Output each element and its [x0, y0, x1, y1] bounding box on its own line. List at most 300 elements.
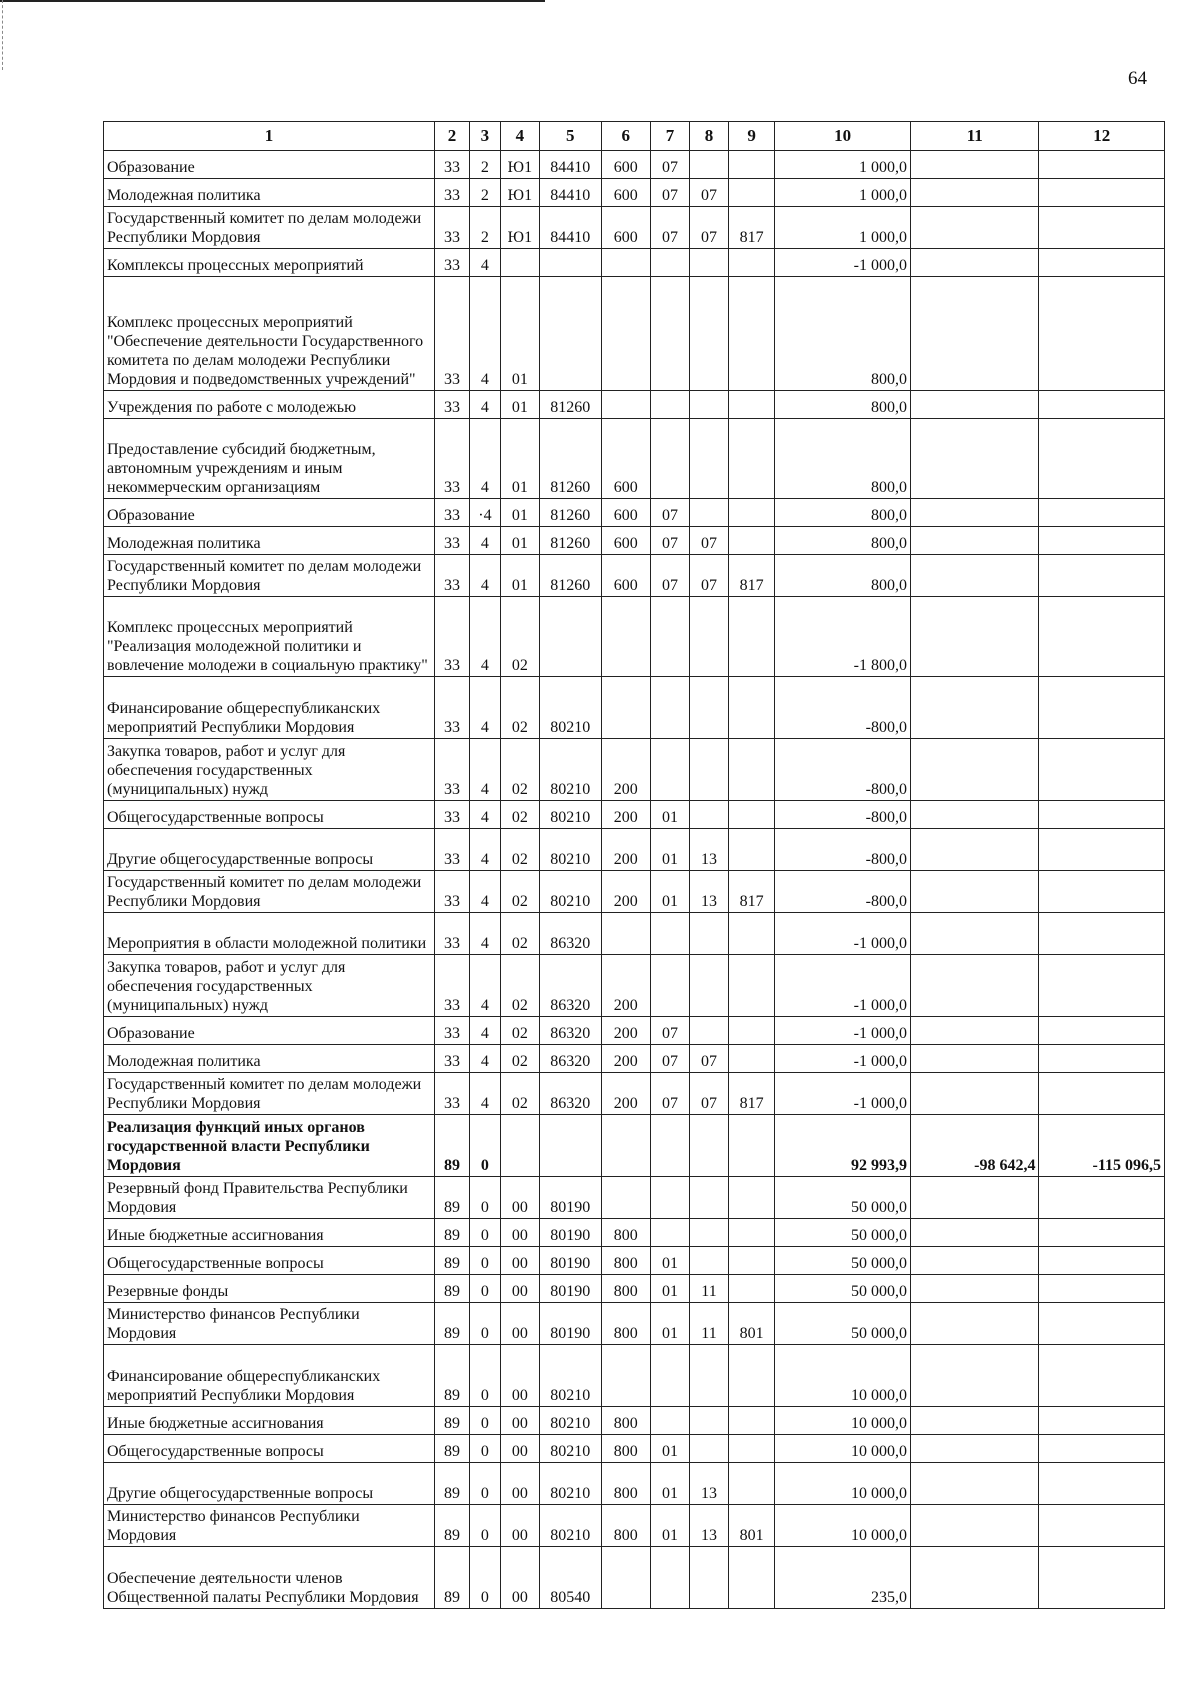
cell-col-2: 89 [435, 1275, 470, 1303]
cell-col-10: 800,0 [775, 277, 911, 391]
cell-col-9 [729, 1435, 775, 1463]
cell-col-12 [1039, 1303, 1165, 1345]
cell-col-10: 10 000,0 [775, 1505, 911, 1547]
row-name-cell: Финансирование общереспубликанских мероприятий Республики Мордовия [104, 677, 435, 739]
cell-col-4: 00 [500, 1505, 539, 1547]
cell-col-6 [601, 391, 650, 419]
cell-col-8 [689, 955, 728, 1017]
cell-col-2: 89 [435, 1177, 470, 1219]
column-header-2: 2 [435, 122, 470, 151]
cell-col-3: 0 [470, 1303, 501, 1345]
cell-col-4: 00 [500, 1247, 539, 1275]
cell-col-9 [729, 1115, 775, 1177]
row-name-cell: Финансирование общереспубликанских мероприятий Республики Мордовия [104, 1345, 435, 1407]
cell-col-10: -1 000,0 [775, 913, 911, 955]
row-name-cell: Образование [104, 499, 435, 527]
table-row [104, 677, 1165, 739]
cell-col-11 [910, 249, 1039, 277]
cell-col-10: -1 000,0 [775, 1017, 911, 1045]
cell-col-5: 81260 [539, 527, 601, 555]
cell-col-2: 33 [435, 1017, 470, 1045]
cell-col-9 [729, 527, 775, 555]
row-name-cell: Предоставление субсидий бюджетным, автономным учреждениям и иным некоммерческим организациям [104, 419, 435, 499]
cell-col-9 [729, 829, 775, 871]
cell-col-9 [729, 1275, 775, 1303]
cell-col-2: 33 [435, 739, 470, 801]
cell-col-9 [729, 249, 775, 277]
cell-col-7: 07 [650, 179, 689, 207]
cell-col-10: 10 000,0 [775, 1345, 911, 1407]
cell-col-11 [910, 1045, 1039, 1073]
cell-col-10: -800,0 [775, 801, 911, 829]
cell-col-10: -1 000,0 [775, 1073, 911, 1115]
table-row [104, 527, 1165, 555]
row-name-cell: Учреждения по работе с молодежью [104, 391, 435, 419]
cell-col-2: 33 [435, 249, 470, 277]
cell-col-4: 00 [500, 1435, 539, 1463]
cell-col-9 [729, 1247, 775, 1275]
cell-col-3: 0 [470, 1463, 501, 1505]
cell-col-3: 2 [470, 207, 501, 249]
cell-col-3: 0 [470, 1435, 501, 1463]
cell-col-7 [650, 1219, 689, 1247]
cell-col-6: 800 [601, 1463, 650, 1505]
row-name-cell: Государственный комитет по делам молодежи Республики Мордовия [104, 871, 435, 913]
cell-col-10: -1 800,0 [775, 597, 911, 677]
cell-col-8 [689, 499, 728, 527]
cell-col-4: 00 [500, 1547, 539, 1609]
cell-col-12 [1039, 179, 1165, 207]
cell-col-10: 10 000,0 [775, 1435, 911, 1463]
row-name-cell: Министерство финансов Республики Мордовия [104, 1505, 435, 1547]
cell-col-2: 33 [435, 179, 470, 207]
cell-col-5: 84410 [539, 151, 601, 179]
budget-table [103, 121, 1165, 1609]
cell-col-2: 33 [435, 207, 470, 249]
cell-col-8 [689, 1177, 728, 1219]
cell-col-7 [650, 677, 689, 739]
cell-col-3: 0 [470, 1177, 501, 1219]
table-row [104, 1017, 1165, 1045]
cell-col-11 [910, 179, 1039, 207]
cell-col-6 [601, 1177, 650, 1219]
table-body [104, 151, 1165, 1609]
cell-col-2: 33 [435, 499, 470, 527]
cell-col-12 [1039, 1177, 1165, 1219]
cell-col-10: 1 000,0 [775, 207, 911, 249]
cell-col-8: 13 [689, 1463, 728, 1505]
cell-col-5: 84410 [539, 207, 601, 249]
table-row [104, 1115, 1165, 1177]
cell-col-7 [650, 1345, 689, 1407]
table-row [104, 913, 1165, 955]
cell-col-6 [601, 1115, 650, 1177]
table-row [104, 1177, 1165, 1219]
cell-col-8 [689, 801, 728, 829]
cell-col-9: 817 [729, 1073, 775, 1115]
cell-col-4: 00 [500, 1407, 539, 1435]
cell-col-8: 07 [689, 527, 728, 555]
cell-col-6: 200 [601, 871, 650, 913]
table-row [104, 1247, 1165, 1275]
cell-col-2: 33 [435, 913, 470, 955]
cell-col-4: 02 [500, 677, 539, 739]
row-name-cell: Комплексы процессных мероприятий [104, 249, 435, 277]
cell-col-8 [689, 913, 728, 955]
row-name-cell: Иные бюджетные ассигнования [104, 1407, 435, 1435]
cell-col-11 [910, 1219, 1039, 1247]
cell-col-12 [1039, 277, 1165, 391]
cell-col-12 [1039, 677, 1165, 739]
cell-col-11 [910, 871, 1039, 913]
cell-col-11 [910, 955, 1039, 1017]
cell-col-11: -98 642,4 [910, 1115, 1039, 1177]
cell-col-10: -1 000,0 [775, 249, 911, 277]
cell-col-7 [650, 1547, 689, 1609]
cell-col-11 [910, 913, 1039, 955]
table-row [104, 1345, 1165, 1407]
cell-col-9: 817 [729, 207, 775, 249]
cell-col-4: 01 [500, 419, 539, 499]
cell-col-2: 33 [435, 801, 470, 829]
cell-col-3: 0 [470, 1247, 501, 1275]
table-row [104, 1463, 1165, 1505]
cell-col-6: 200 [601, 1073, 650, 1115]
cell-col-11 [910, 1247, 1039, 1275]
cell-col-6: 200 [601, 739, 650, 801]
cell-col-11 [910, 1345, 1039, 1407]
row-name-cell: Молодежная политика [104, 1045, 435, 1073]
cell-col-6: 600 [601, 555, 650, 597]
table-row [104, 801, 1165, 829]
page-number: 64 [1128, 68, 1147, 89]
cell-col-12 [1039, 1045, 1165, 1073]
cell-col-12 [1039, 527, 1165, 555]
top-rule [0, 0, 545, 2]
cell-col-12 [1039, 913, 1165, 955]
cell-col-8 [689, 597, 728, 677]
cell-col-9 [729, 739, 775, 801]
cell-col-10: 800,0 [775, 499, 911, 527]
cell-col-8: 07 [689, 555, 728, 597]
cell-col-9 [729, 597, 775, 677]
table-row [104, 179, 1165, 207]
cell-col-3: 2 [470, 179, 501, 207]
cell-col-3: 0 [470, 1115, 501, 1177]
cell-col-4: 00 [500, 1303, 539, 1345]
cell-col-4: 00 [500, 1275, 539, 1303]
cell-col-7: 01 [650, 1505, 689, 1547]
cell-col-8 [689, 1407, 728, 1435]
column-header-4: 4 [500, 122, 539, 151]
cell-col-3: 0 [470, 1505, 501, 1547]
cell-col-8 [689, 1247, 728, 1275]
cell-col-11 [910, 1017, 1039, 1045]
cell-col-8: 11 [689, 1275, 728, 1303]
cell-col-12 [1039, 955, 1165, 1017]
cell-col-12 [1039, 801, 1165, 829]
cell-col-11 [910, 829, 1039, 871]
cell-col-7: 07 [650, 527, 689, 555]
cell-col-5: 80210 [539, 677, 601, 739]
cell-col-9 [729, 499, 775, 527]
cell-col-8: 07 [689, 179, 728, 207]
cell-col-3: 4 [470, 871, 501, 913]
cell-col-12 [1039, 419, 1165, 499]
cell-col-7 [650, 277, 689, 391]
cell-col-5: 86320 [539, 955, 601, 1017]
cell-col-2: 33 [435, 391, 470, 419]
row-name-cell: Государственный комитет по делам молодежи Республики Мордовия [104, 207, 435, 249]
cell-col-12 [1039, 1435, 1165, 1463]
cell-col-5: 80190 [539, 1177, 601, 1219]
cell-col-5: 80210 [539, 829, 601, 871]
cell-col-2: 89 [435, 1247, 470, 1275]
cell-col-10: 50 000,0 [775, 1275, 911, 1303]
cell-col-11 [910, 739, 1039, 801]
column-header-6: 6 [601, 122, 650, 151]
column-header-7: 7 [650, 122, 689, 151]
cell-col-12 [1039, 1073, 1165, 1115]
cell-col-5: 81260 [539, 419, 601, 499]
table-row [104, 871, 1165, 913]
cell-col-6: 600 [601, 151, 650, 179]
table-row [104, 1073, 1165, 1115]
table-row [104, 391, 1165, 419]
cell-col-9 [729, 1463, 775, 1505]
cell-col-10: 235,0 [775, 1547, 911, 1609]
cell-col-12 [1039, 739, 1165, 801]
cell-col-8 [689, 1345, 728, 1407]
row-name-cell: Общегосударственные вопросы [104, 1435, 435, 1463]
cell-col-2: 33 [435, 829, 470, 871]
cell-col-3: 4 [470, 419, 501, 499]
cell-col-3: 2 [470, 151, 501, 179]
cell-col-2: 89 [435, 1463, 470, 1505]
cell-col-10: 800,0 [775, 527, 911, 555]
cell-col-4: 00 [500, 1345, 539, 1407]
row-name-cell: Образование [104, 151, 435, 179]
cell-col-8 [689, 277, 728, 391]
cell-col-3: 4 [470, 913, 501, 955]
cell-col-10: -1 000,0 [775, 955, 911, 1017]
cell-col-8 [689, 1017, 728, 1045]
table-row [104, 1547, 1165, 1609]
cell-col-4: 02 [500, 1017, 539, 1045]
cell-col-6: 200 [601, 1017, 650, 1045]
row-name-cell: Министерство финансов Республики Мордовия [104, 1303, 435, 1345]
cell-col-8 [689, 391, 728, 419]
row-name-cell: Общегосударственные вопросы [104, 1247, 435, 1275]
cell-col-6: 800 [601, 1303, 650, 1345]
cell-col-9 [729, 955, 775, 1017]
cell-col-4: 02 [500, 871, 539, 913]
cell-col-11 [910, 1435, 1039, 1463]
cell-col-7: 07 [650, 1045, 689, 1073]
row-name-cell: Молодежная политика [104, 527, 435, 555]
cell-col-11 [910, 1177, 1039, 1219]
cell-col-9 [729, 1219, 775, 1247]
cell-col-4: 01 [500, 277, 539, 391]
cell-col-6: 800 [601, 1219, 650, 1247]
cell-col-11 [910, 1505, 1039, 1547]
cell-col-9 [729, 801, 775, 829]
cell-col-5: 80210 [539, 1505, 601, 1547]
row-name-cell: Иные бюджетные ассигнования [104, 1219, 435, 1247]
cell-col-8: 13 [689, 829, 728, 871]
cell-col-7: 01 [650, 1435, 689, 1463]
cell-col-7: 01 [650, 801, 689, 829]
cell-col-2: 33 [435, 151, 470, 179]
cell-col-9 [729, 391, 775, 419]
cell-col-8 [689, 249, 728, 277]
cell-col-5: 80190 [539, 1303, 601, 1345]
cell-col-6 [601, 249, 650, 277]
cell-col-9 [729, 1407, 775, 1435]
cell-col-2: 33 [435, 677, 470, 739]
row-name-cell: Резервные фонды [104, 1275, 435, 1303]
cell-col-7: 01 [650, 871, 689, 913]
cell-col-5: 80190 [539, 1219, 601, 1247]
column-header-11: 11 [910, 122, 1039, 151]
cell-col-6: 800 [601, 1275, 650, 1303]
cell-col-3: 0 [470, 1345, 501, 1407]
cell-col-9 [729, 277, 775, 391]
cell-col-3: 4 [470, 391, 501, 419]
cell-col-5: 84410 [539, 179, 601, 207]
cell-col-6 [601, 1547, 650, 1609]
cell-col-8 [689, 1547, 728, 1609]
cell-col-4: 02 [500, 1073, 539, 1115]
cell-col-7: 01 [650, 829, 689, 871]
table-row [104, 1045, 1165, 1073]
cell-col-7: 01 [650, 1463, 689, 1505]
cell-col-2: 89 [435, 1115, 470, 1177]
cell-col-12 [1039, 1505, 1165, 1547]
cell-col-3: 4 [470, 829, 501, 871]
cell-col-5: 86320 [539, 913, 601, 955]
cell-col-12 [1039, 151, 1165, 179]
cell-col-7 [650, 739, 689, 801]
cell-col-5: 86320 [539, 1017, 601, 1045]
cell-col-7 [650, 1177, 689, 1219]
cell-col-4: 00 [500, 1177, 539, 1219]
cell-col-12 [1039, 1345, 1165, 1407]
cell-col-7 [650, 391, 689, 419]
cell-col-4: 02 [500, 597, 539, 677]
cell-col-4: 02 [500, 829, 539, 871]
cell-col-7: 07 [650, 1017, 689, 1045]
cell-col-7 [650, 597, 689, 677]
cell-col-9: 817 [729, 871, 775, 913]
cell-col-11 [910, 677, 1039, 739]
cell-col-7: 01 [650, 1275, 689, 1303]
cell-col-11 [910, 277, 1039, 391]
cell-col-8: 13 [689, 1505, 728, 1547]
cell-col-10: -800,0 [775, 739, 911, 801]
cell-col-10: 1 000,0 [775, 179, 911, 207]
cell-col-9 [729, 419, 775, 499]
row-name-cell: Другие общегосударственные вопросы [104, 1463, 435, 1505]
cell-col-6: 600 [601, 527, 650, 555]
cell-col-10: 800,0 [775, 419, 911, 499]
cell-col-12 [1039, 555, 1165, 597]
cell-col-4 [500, 1115, 539, 1177]
cell-col-12 [1039, 1547, 1165, 1609]
cell-col-7: 07 [650, 1073, 689, 1115]
row-name-cell: Комплекс процессных мероприятий "Обеспечение деятельности Государственного комитета по делам молодежи Республики Мордовия и подведомственных учреждений" [104, 277, 435, 391]
cell-col-10: -800,0 [775, 871, 911, 913]
header-row [104, 122, 1165, 151]
cell-col-7 [650, 1407, 689, 1435]
column-header-1: 1 [104, 122, 435, 151]
row-name-cell: Государственный комитет по делам молодежи Республики Мордовия [104, 555, 435, 597]
cell-col-12 [1039, 1219, 1165, 1247]
cell-col-12: -115 096,5 [1039, 1115, 1165, 1177]
cell-col-9: 801 [729, 1505, 775, 1547]
cell-col-9: 817 [729, 555, 775, 597]
cell-col-3: 4 [470, 955, 501, 1017]
cell-col-6: 600 [601, 499, 650, 527]
cell-col-7 [650, 955, 689, 1017]
cell-col-5 [539, 597, 601, 677]
cell-col-5: 80210 [539, 871, 601, 913]
cell-col-6: 600 [601, 419, 650, 499]
cell-col-8: 07 [689, 1073, 728, 1115]
table-row [104, 739, 1165, 801]
cell-col-12 [1039, 1017, 1165, 1045]
cell-col-3: 0 [470, 1407, 501, 1435]
cell-col-8 [689, 677, 728, 739]
cell-col-12 [1039, 1247, 1165, 1275]
cell-col-8 [689, 1435, 728, 1463]
cell-col-10: 10 000,0 [775, 1463, 911, 1505]
cell-col-2: 89 [435, 1407, 470, 1435]
column-header-3: 3 [470, 122, 501, 151]
cell-col-2: 33 [435, 871, 470, 913]
table-row [104, 1219, 1165, 1247]
cell-col-2: 89 [435, 1345, 470, 1407]
cell-col-12 [1039, 391, 1165, 419]
cell-col-5: 81260 [539, 555, 601, 597]
cell-col-10: 800,0 [775, 555, 911, 597]
column-header-8: 8 [689, 122, 728, 151]
cell-col-5: 80210 [539, 1345, 601, 1407]
cell-col-4: 00 [500, 1219, 539, 1247]
cell-col-2: 89 [435, 1219, 470, 1247]
cell-col-11 [910, 1463, 1039, 1505]
cell-col-5: 86320 [539, 1073, 601, 1115]
row-name-cell: Закупка товаров, работ и услуг для обеспечения государственных (муниципальных) нужд [104, 739, 435, 801]
cell-col-3: 0 [470, 1219, 501, 1247]
cell-col-6 [601, 597, 650, 677]
cell-col-9 [729, 1017, 775, 1045]
cell-col-9 [729, 913, 775, 955]
cell-col-2: 89 [435, 1547, 470, 1609]
cell-col-4: Ю1 [500, 207, 539, 249]
cell-col-4: 02 [500, 913, 539, 955]
cell-col-11 [910, 419, 1039, 499]
row-name-cell: Обеспечение деятельности членов Общественной палаты Республики Мордовия [104, 1547, 435, 1609]
cell-col-2: 33 [435, 277, 470, 391]
cell-col-5: 86320 [539, 1045, 601, 1073]
cell-col-4: 01 [500, 527, 539, 555]
row-name-cell: Молодежная политика [104, 179, 435, 207]
cell-col-8: 11 [689, 1303, 728, 1345]
scan-edge-mark [2, 0, 4, 70]
cell-col-5: 81260 [539, 391, 601, 419]
cell-col-4: 02 [500, 739, 539, 801]
